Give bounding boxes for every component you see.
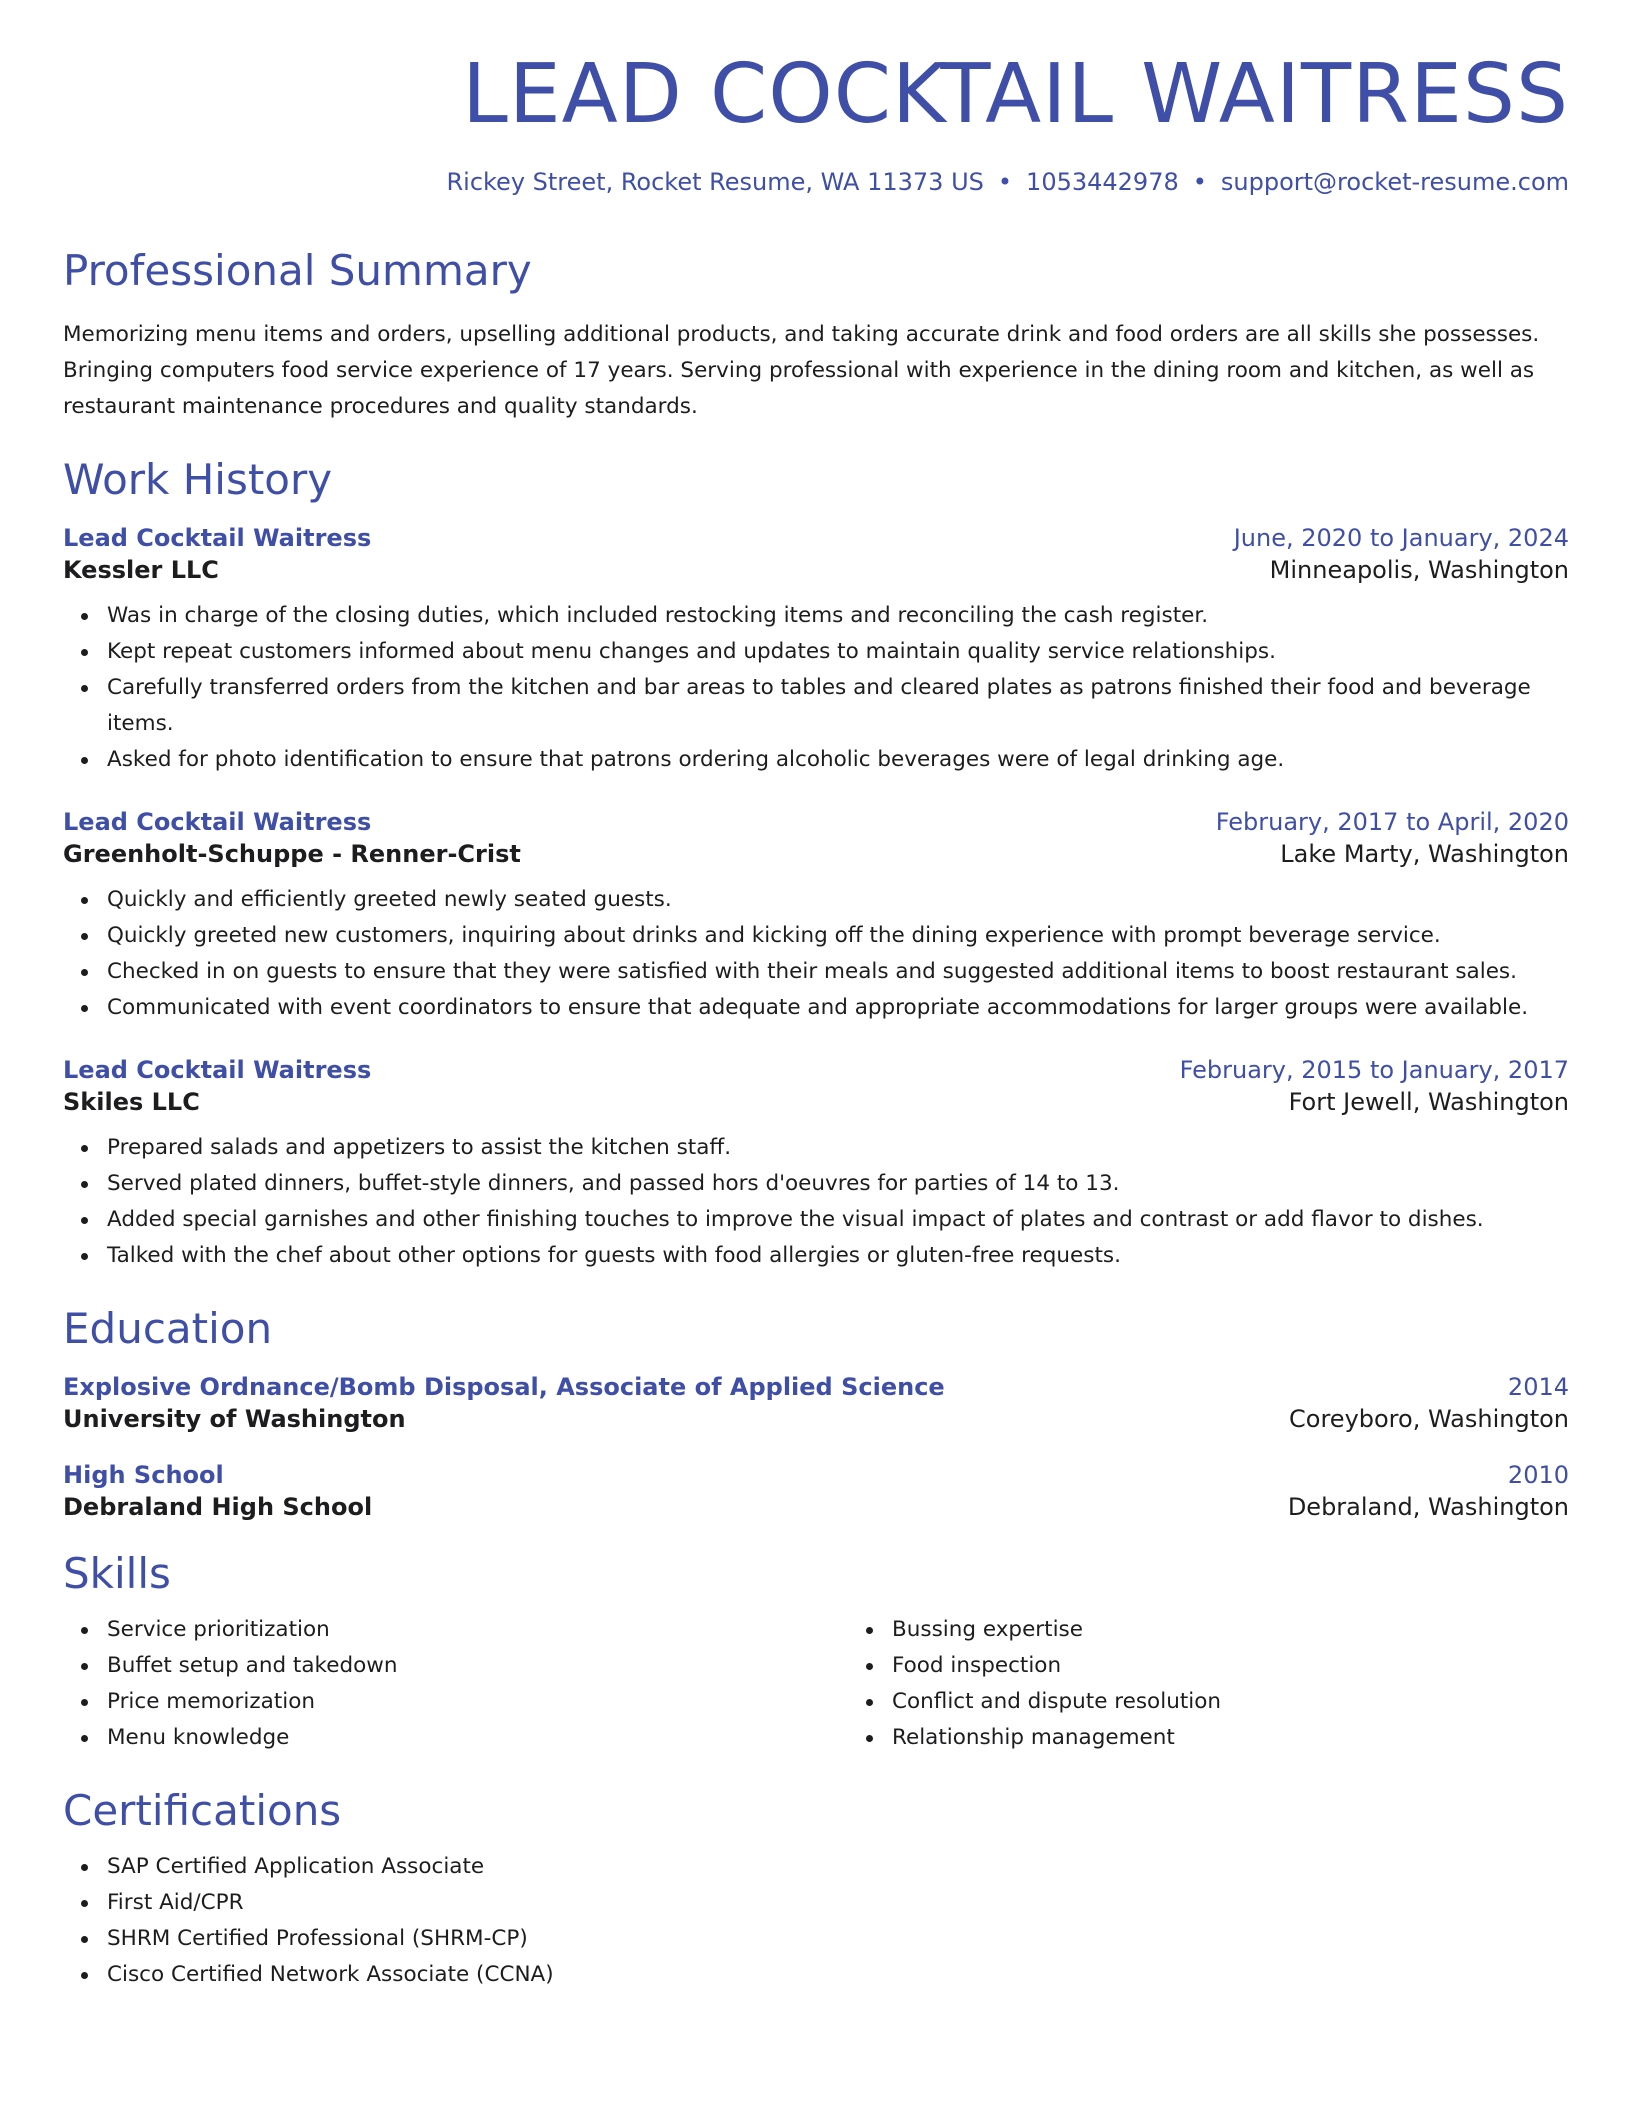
certification-item: SHRM Certified Professional (SHRM-CP): [107, 1921, 1569, 1957]
contact-separator: •: [997, 168, 1013, 197]
education-entry: [63, 1373, 1569, 1433]
candidate-title: LEAD COCKTAIL WAITRESS: [462, 47, 1569, 142]
certifications-heading: Certifications: [63, 1786, 342, 1836]
education-degree: High School: [63, 1461, 224, 1490]
job-entry: [63, 1056, 1569, 1274]
work-history-section: [63, 455, 1569, 1274]
education-location: Debraland, Washington: [1287, 1493, 1569, 1522]
skills-list-right: [848, 1612, 1632, 1756]
contact-phone: 1053442978: [1026, 168, 1179, 197]
education-school: University of Washington: [63, 1405, 406, 1434]
job-bullets: [63, 598, 1569, 778]
summary-text: Memorizing menu items and orders, upselling additional products, and taking accurate drink and food orders are all skills she possesses. Bringing computers food service experience of 17 years. Serving professional with experience in the dining room and kitchen, as well as restaurant maintenance procedures and quality standards.: [63, 322, 1540, 420]
job-company-row: [63, 1088, 1569, 1116]
job-dates: February, 2017 to April, 2020: [1215, 808, 1569, 837]
job-role: Lead Cocktail Waitress: [63, 808, 372, 837]
education-heading: Education: [63, 1304, 273, 1354]
skill-item: Bussing expertise: [892, 1612, 1632, 1648]
job-entry: [63, 808, 1569, 1026]
skill-item: Price memorization: [107, 1684, 848, 1720]
skill-item: Food inspection: [892, 1648, 1632, 1684]
job-company-row: [63, 556, 1569, 584]
summary-section: [63, 246, 1569, 425]
education-year: 2014: [1507, 1373, 1569, 1402]
job-bullets: [63, 1130, 1569, 1274]
job-bullet: Checked in on guests to ensure that they were satisfied with their meals and suggested additional items to boost restaurant sales.: [107, 954, 1569, 990]
education-entry: [63, 1461, 1569, 1521]
job-role: Lead Cocktail Waitress: [63, 1056, 372, 1085]
job-company-row: [63, 840, 1569, 868]
job-bullet: Was in charge of the closing duties, which included restocking items and reconciling the cash register.: [107, 598, 1569, 634]
certifications-list: [63, 1849, 1569, 1993]
job-company: Skiles LLC: [63, 1088, 200, 1117]
job-bullet: Prepared salads and appetizers to assist the kitchen staff.: [107, 1130, 1569, 1166]
job-header-row: [63, 1056, 1569, 1084]
job-header-row: [63, 808, 1569, 836]
job-dates: February, 2015 to January, 2017: [1179, 1056, 1569, 1085]
education-location: Coreyboro, Washington: [1289, 1405, 1569, 1434]
summary-heading: Professional Summary: [63, 246, 532, 296]
skills-section: [63, 1549, 1569, 1756]
certification-item: Cisco Certified Network Associate (CCNA): [107, 1957, 1569, 1993]
contact-address: Rickey Street, Rocket Resume, WA 11373 US: [446, 168, 984, 197]
contact-separator: •: [1192, 168, 1207, 197]
certification-item: SAP Certified Application Associate: [107, 1849, 1569, 1885]
education-year: 2010: [1507, 1461, 1569, 1490]
skills-heading: Skills: [63, 1549, 171, 1599]
skill-item: Menu knowledge: [107, 1720, 848, 1756]
job-location: Minneapolis, Washington: [1269, 556, 1569, 585]
job-company: Greenholt-Schuppe - Renner-Crist: [63, 840, 521, 869]
certification-item: First Aid/CPR: [107, 1885, 1569, 1921]
job-company: Kessler LLC: [63, 556, 219, 585]
job-bullet: Asked for photo identification to ensure that patrons ordering alcoholic beverages were of legal drinking age.: [107, 742, 1569, 778]
education-degree: Explosive Ordnance/Bomb Disposal, Associate of Applied Science: [63, 1373, 945, 1402]
job-bullet: Talked with the chef about other options for guests with food allergies or gluten-free requests.: [107, 1238, 1569, 1274]
skill-item: Relationship management: [892, 1720, 1632, 1756]
job-role: Lead Cocktail Waitress: [63, 524, 372, 553]
education-school-row: [63, 1493, 1569, 1521]
skill-item: Buffet setup and takedown: [107, 1648, 848, 1684]
education-school-row: [63, 1405, 1569, 1433]
skill-item: Conflict and dispute resolution: [892, 1684, 1632, 1720]
resume-header: [63, 0, 1569, 196]
job-location: Lake Marty, Washington: [1280, 840, 1569, 869]
job-bullet: Carefully transferred orders from the kitchen and bar areas to tables and cleared plates as patrons finished their food and beverage items.: [107, 670, 1569, 742]
job-bullet: Added special garnishes and other finishing touches to improve the visual impact of plates and contrast or add flavor to dishes.: [107, 1202, 1569, 1238]
contact-line: [63, 168, 1569, 196]
education-section: [63, 1304, 1569, 1521]
job-bullets: [63, 882, 1569, 1026]
work-history-heading: Work History: [63, 455, 333, 505]
job-location: Fort Jewell, Washington: [1288, 1088, 1569, 1117]
job-bullet: Quickly and efficiently greeted newly seated guests.: [107, 882, 1569, 918]
education-school: Debraland High School: [63, 1493, 373, 1522]
job-entry: [63, 524, 1569, 778]
contact-email[interactable]: support@rocket-resume.com: [1220, 168, 1569, 197]
job-bullet: Communicated with event coordinators to ensure that adequate and appropriate accommodations for larger groups were available.: [107, 990, 1569, 1026]
education-header-row: [63, 1373, 1569, 1401]
job-dates: June, 2020 to January, 2024: [1233, 524, 1569, 553]
job-header-row: [63, 524, 1569, 552]
skills-grid: [63, 1612, 1569, 1756]
education-header-row: [63, 1461, 1569, 1489]
job-bullet: Kept repeat customers informed about menu changes and updates to maintain quality service relationships.: [107, 634, 1569, 670]
certifications-section: [63, 1786, 1569, 1993]
job-bullet: Served plated dinners, buffet-style dinners, and passed hors d'oeuvres for parties of 14 to 13.: [107, 1166, 1569, 1202]
skills-list-left: [63, 1612, 848, 1756]
skill-item: Service prioritization: [107, 1612, 848, 1648]
job-bullet: Quickly greeted new customers, inquiring about drinks and kicking off the dining experience with prompt beverage service.: [107, 918, 1569, 954]
